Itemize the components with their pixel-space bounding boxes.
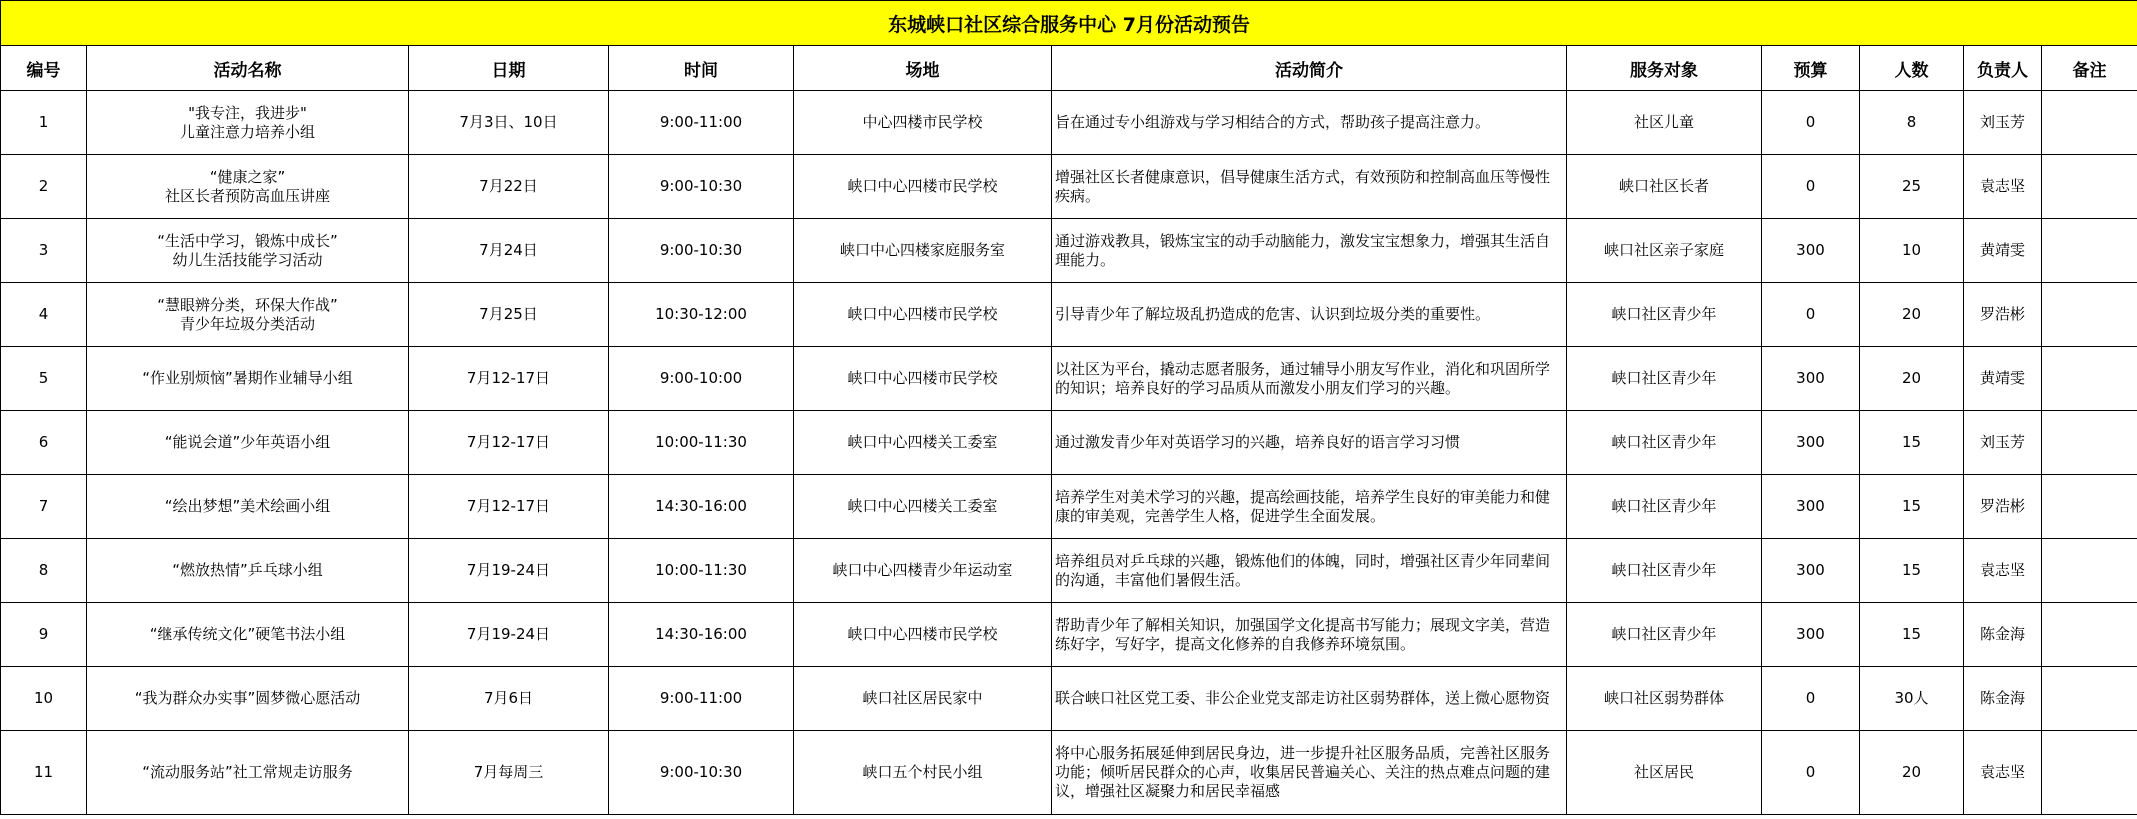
cell-count: 15 <box>1860 603 1964 667</box>
cell-count: 10 <box>1860 219 1964 283</box>
column-header-budget: 预算 <box>1762 46 1860 91</box>
cell-time: 10:00-11:30 <box>609 539 794 603</box>
table-row <box>1 731 2137 815</box>
activity-name-line-1: “能说会道”少年英语小组 <box>164 433 331 451</box>
column-header-count: 人数 <box>1860 46 1964 91</box>
cell-activity-name <box>87 219 409 283</box>
column-header-time: 时间 <box>609 46 794 91</box>
cell-description: 将中心服务拓展延伸到居民身边，进一步提升社区服务品质，完善社区服务功能；倾听居民群众的心声，收集居民普遍关心、关注的热点难点问题的建议，增强社区凝聚力和居民幸福感 <box>1052 731 1567 815</box>
cell-number: 3 <box>1 219 87 283</box>
cell-count: 15 <box>1860 475 1964 539</box>
cell-activity-name <box>87 411 409 475</box>
activity-name-line-1: “我为群众办实事”圆梦微心愿活动 <box>134 689 361 707</box>
cell-activity-name <box>87 539 409 603</box>
cell-date: 7月25日 <box>409 283 609 347</box>
table-row <box>1 667 2137 731</box>
cell-budget: 300 <box>1762 347 1860 411</box>
table-body <box>1 91 2137 815</box>
cell-number: 10 <box>1 667 87 731</box>
activity-name-line-2: 青少年垃圾分类活动 <box>179 314 315 333</box>
cell-time: 9:00-11:00 <box>609 667 794 731</box>
cell-date: 7月12-17日 <box>409 411 609 475</box>
cell-date: 7月3日、10日 <box>409 91 609 155</box>
cell-target: 峡口社区青少年 <box>1567 283 1762 347</box>
cell-time: 14:30-16:00 <box>609 475 794 539</box>
cell-date: 7月22日 <box>409 155 609 219</box>
cell-budget: 0 <box>1762 91 1860 155</box>
cell-number: 7 <box>1 475 87 539</box>
cell-venue: 峡口中心四楼关工委室 <box>794 411 1052 475</box>
column-header-venue: 场地 <box>794 46 1052 91</box>
cell-owner: 陈金海 <box>1964 603 2042 667</box>
cell-time: 9:00-11:00 <box>609 91 794 155</box>
table-row <box>1 91 2137 155</box>
cell-activity-name <box>87 603 409 667</box>
cell-target: 峡口社区青少年 <box>1567 475 1762 539</box>
cell-budget: 0 <box>1762 667 1860 731</box>
column-header-target: 服务对象 <box>1567 46 1762 91</box>
cell-target: 峡口社区青少年 <box>1567 603 1762 667</box>
activity-name-line-1: “作业别烦恼”暑期作业辅导小组 <box>142 369 353 387</box>
cell-description: 培养组员对乒乓球的兴趣，锻炼他们的体魄，同时，增强社区青少年同辈间的沟通，丰富他们暑假生活。 <box>1052 539 1567 603</box>
cell-venue: 峡口五个村民小组 <box>794 731 1052 815</box>
cell-venue: 峡口中心四楼家庭服务室 <box>794 219 1052 283</box>
cell-owner: 罗浩彬 <box>1964 475 2042 539</box>
cell-date: 7月6日 <box>409 667 609 731</box>
cell-count: 20 <box>1860 283 1964 347</box>
cell-number: 8 <box>1 539 87 603</box>
activity-name-line-1: “继承传统文化”硬笔书法小组 <box>149 625 346 643</box>
table-title: 东城峡口社区综合服务中心 7月份活动预告 <box>1 1 2137 46</box>
cell-description: 旨在通过专小组游戏与学习相结合的方式，帮助孩子提高注意力。 <box>1052 91 1567 155</box>
activity-name-line-2: 社区长者预防高血压讲座 <box>164 186 330 205</box>
table-row <box>1 347 2137 411</box>
cell-count: 20 <box>1860 347 1964 411</box>
cell-budget: 300 <box>1762 539 1860 603</box>
cell-count: 15 <box>1860 411 1964 475</box>
cell-time: 9:00-10:00 <box>609 347 794 411</box>
cell-count: 15 <box>1860 539 1964 603</box>
cell-notes <box>2042 411 2137 475</box>
cell-date: 7月24日 <box>409 219 609 283</box>
column-header-notes: 备注 <box>2042 46 2137 91</box>
cell-target: 社区儿童 <box>1567 91 1762 155</box>
cell-time: 10:00-11:30 <box>609 411 794 475</box>
activity-name-line-1: “健康之家” <box>209 167 286 186</box>
cell-owner: 袁志坚 <box>1964 539 2042 603</box>
cell-notes <box>2042 219 2137 283</box>
activity-name-line-1: “流动服务站”社工常规走访服务 <box>142 763 353 781</box>
cell-description: 增强社区长者健康意识，倡导健康生活方式，有效预防和控制高血压等慢性疾病。 <box>1052 155 1567 219</box>
cell-description: 以社区为平台，撬动志愿者服务，通过辅导小朋友写作业，消化和巩固所学的知识；培养良好的学习品质从而激发小朋友们学习的兴趣。 <box>1052 347 1567 411</box>
cell-time: 9:00-10:30 <box>609 155 794 219</box>
activity-name-line-1: "我专注，我进步" <box>188 103 307 122</box>
cell-budget: 300 <box>1762 411 1860 475</box>
cell-target: 峡口社区亲子家庭 <box>1567 219 1762 283</box>
cell-owner: 袁志坚 <box>1964 731 2042 815</box>
activity-name-line-1: “绘出梦想”美术绘画小组 <box>164 497 331 515</box>
cell-notes <box>2042 283 2137 347</box>
cell-budget: 0 <box>1762 283 1860 347</box>
column-header-date: 日期 <box>409 46 609 91</box>
cell-owner: 刘玉芳 <box>1964 411 2042 475</box>
cell-notes <box>2042 667 2137 731</box>
cell-activity-name <box>87 731 409 815</box>
cell-target: 峡口社区青少年 <box>1567 539 1762 603</box>
cell-target: 峡口社区弱势群体 <box>1567 667 1762 731</box>
cell-owner: 罗浩彬 <box>1964 283 2042 347</box>
cell-owner: 陈金海 <box>1964 667 2042 731</box>
activity-name-line-1: “生活中学习，锻炼中成长” <box>157 231 338 250</box>
column-header-description: 活动简介 <box>1052 46 1567 91</box>
cell-date: 7月19-24日 <box>409 603 609 667</box>
table-row <box>1 219 2137 283</box>
cell-date: 7月每周三 <box>409 731 609 815</box>
cell-time: 9:00-10:30 <box>609 731 794 815</box>
cell-target: 峡口社区青少年 <box>1567 347 1762 411</box>
cell-number: 4 <box>1 283 87 347</box>
cell-venue: 峡口中心四楼市民学校 <box>794 603 1052 667</box>
cell-venue: 中心四楼市民学校 <box>794 91 1052 155</box>
column-header-activity-name: 活动名称 <box>87 46 409 91</box>
table-row <box>1 603 2137 667</box>
cell-budget: 300 <box>1762 475 1860 539</box>
cell-venue: 峡口中心四楼市民学校 <box>794 347 1052 411</box>
cell-target: 社区居民 <box>1567 731 1762 815</box>
table-row <box>1 283 2137 347</box>
cell-description: 通过激发青少年对英语学习的兴趣，培养良好的语言学习习惯 <box>1052 411 1567 475</box>
cell-description: 通过游戏教具，锻炼宝宝的动手动脑能力，激发宝宝想象力，增强其生活自理能力。 <box>1052 219 1567 283</box>
table-row <box>1 539 2137 603</box>
cell-description: 培养学生对美术学习的兴趣，提高绘画技能，培养学生良好的审美能力和健康的审美观，完善学生人格，促进学生全面发展。 <box>1052 475 1567 539</box>
cell-notes <box>2042 731 2137 815</box>
cell-notes <box>2042 603 2137 667</box>
cell-activity-name <box>87 347 409 411</box>
cell-target: 峡口社区青少年 <box>1567 411 1762 475</box>
cell-number: 1 <box>1 91 87 155</box>
cell-number: 9 <box>1 603 87 667</box>
activity-name-line-2: 幼儿生活技能学习活动 <box>172 250 323 269</box>
cell-notes <box>2042 155 2137 219</box>
cell-number: 11 <box>1 731 87 815</box>
cell-date: 7月19-24日 <box>409 539 609 603</box>
cell-activity-name <box>87 91 409 155</box>
cell-venue: 峡口中心四楼市民学校 <box>794 155 1052 219</box>
activity-name-line-1: “慧眼辨分类，环保大作战” <box>157 295 338 314</box>
cell-venue: 峡口社区居民家中 <box>794 667 1052 731</box>
cell-activity-name <box>87 283 409 347</box>
cell-notes <box>2042 91 2137 155</box>
cell-owner: 袁志坚 <box>1964 155 2042 219</box>
header-row <box>1 46 2137 91</box>
cell-notes <box>2042 539 2137 603</box>
table-row <box>1 155 2137 219</box>
cell-count: 30人 <box>1860 667 1964 731</box>
cell-count: 20 <box>1860 731 1964 815</box>
column-header-number: 编号 <box>1 46 87 91</box>
cell-notes <box>2042 347 2137 411</box>
cell-budget: 300 <box>1762 219 1860 283</box>
cell-activity-name <box>87 475 409 539</box>
table-row <box>1 475 2137 539</box>
cell-description: 引导青少年了解垃圾乱扔造成的危害、认识到垃圾分类的重要性。 <box>1052 283 1567 347</box>
cell-notes <box>2042 475 2137 539</box>
cell-time: 14:30-16:00 <box>609 603 794 667</box>
cell-description: 帮助青少年了解相关知识，加强国学文化提高书写能力；展现文字美，营造练好字，写好字，提高文化修养的自我修养环境氛围。 <box>1052 603 1567 667</box>
cell-budget: 0 <box>1762 731 1860 815</box>
activity-name-line-1: “燃放热情”乒乓球小组 <box>172 561 323 579</box>
cell-time: 9:00-10:30 <box>609 219 794 283</box>
cell-number: 6 <box>1 411 87 475</box>
column-header-owner: 负责人 <box>1964 46 2042 91</box>
cell-description: 联合峡口社区党工委、非公企业党支部走访社区弱势群体，送上微心愿物资 <box>1052 667 1567 731</box>
activity-name-line-2: 儿童注意力培养小组 <box>179 122 315 141</box>
cell-budget: 300 <box>1762 603 1860 667</box>
cell-owner: 刘玉芳 <box>1964 91 2042 155</box>
cell-activity-name <box>87 155 409 219</box>
cell-owner: 黄靖雯 <box>1964 347 2042 411</box>
cell-date: 7月12-17日 <box>409 347 609 411</box>
cell-date: 7月12-17日 <box>409 475 609 539</box>
cell-venue: 峡口中心四楼关工委室 <box>794 475 1052 539</box>
cell-number: 5 <box>1 347 87 411</box>
cell-budget: 0 <box>1762 155 1860 219</box>
cell-target: 峡口社区长者 <box>1567 155 1762 219</box>
cell-venue: 峡口中心四楼市民学校 <box>794 283 1052 347</box>
cell-owner: 黄靖雯 <box>1964 219 2042 283</box>
cell-count: 25 <box>1860 155 1964 219</box>
cell-venue: 峡口中心四楼青少年运动室 <box>794 539 1052 603</box>
cell-number: 2 <box>1 155 87 219</box>
cell-activity-name <box>87 667 409 731</box>
cell-time: 10:30-12:00 <box>609 283 794 347</box>
cell-count: 8 <box>1860 91 1964 155</box>
table-row <box>1 411 2137 475</box>
